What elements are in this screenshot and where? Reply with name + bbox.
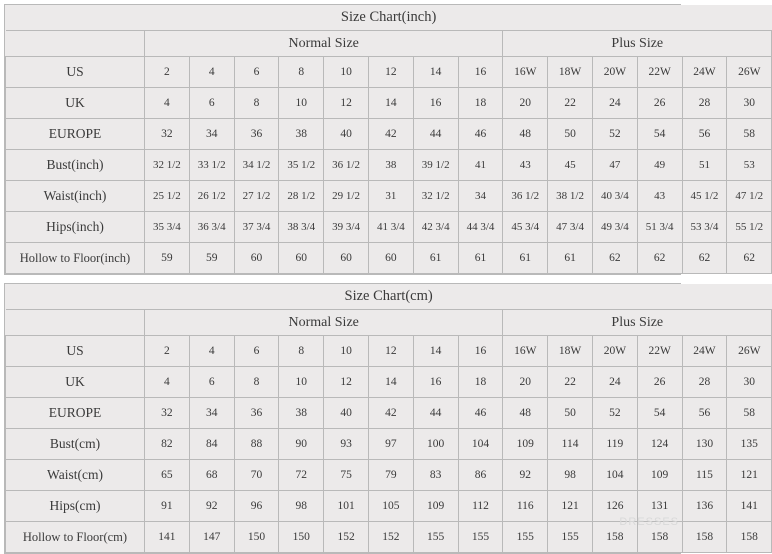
cell-value: 44 3/4 — [458, 212, 503, 243]
chart-title: Size Chart(inch) — [6, 5, 772, 31]
cell-value: 47 — [592, 150, 637, 181]
row-label-hollow-to-floor: Hollow to Floor(inch) — [6, 243, 145, 274]
cell-value: 155 — [458, 522, 503, 553]
size-chart-inch — [4, 4, 764, 275]
cell-value: 59 — [145, 243, 190, 274]
cell-value: 155 — [548, 522, 593, 553]
cell-value: 16 — [458, 336, 503, 367]
cell-value: 20 — [503, 88, 548, 119]
row-label-waist: Waist(cm) — [6, 460, 145, 491]
cell-value: 26 1/2 — [189, 181, 234, 212]
cell-value: 131 — [637, 491, 682, 522]
cell-value: 50 — [548, 398, 593, 429]
cell-value: 84 — [189, 429, 234, 460]
cell-value: 53 3/4 — [682, 212, 727, 243]
row-label-bust: Bust(inch) — [6, 150, 145, 181]
cell-value: 4 — [189, 336, 234, 367]
group-header-plus-size: Plus Size — [503, 31, 772, 57]
group-header-empty — [6, 310, 145, 336]
table-row — [6, 336, 772, 367]
cell-value: 26W — [727, 336, 772, 367]
cell-value: 41 3/4 — [368, 212, 413, 243]
cell-value: 100 — [413, 429, 458, 460]
cell-value: 109 — [413, 491, 458, 522]
cell-value: 136 — [682, 491, 727, 522]
cell-value: 10 — [324, 57, 369, 88]
cell-value: 20 — [503, 367, 548, 398]
cell-value: 56 — [682, 398, 727, 429]
cell-value: 14 — [368, 367, 413, 398]
cell-value: 158 — [727, 522, 772, 553]
cell-value: 53 — [727, 150, 772, 181]
cell-value: 48 — [503, 119, 548, 150]
cell-value: 10 — [279, 88, 324, 119]
cell-value: 141 — [145, 522, 190, 553]
cell-value: 65 — [145, 460, 190, 491]
cell-value: 26W — [727, 57, 772, 88]
cell-value: 59 — [189, 243, 234, 274]
row-label-europe: EUROPE — [6, 398, 145, 429]
row-label-us: US — [6, 57, 145, 88]
cell-value: 18 — [458, 367, 503, 398]
cell-value: 101 — [324, 491, 369, 522]
cell-value: 28 — [682, 367, 727, 398]
cell-value: 51 3/4 — [637, 212, 682, 243]
cell-value: 26 — [637, 367, 682, 398]
cell-value: 35 1/2 — [279, 150, 324, 181]
size-chart-cm — [4, 283, 761, 554]
cell-value: 8 — [279, 336, 324, 367]
cell-value: 37 3/4 — [234, 212, 279, 243]
cell-value: 20W — [592, 57, 637, 88]
cell-value: 56 — [682, 119, 727, 150]
cell-value: 158 — [592, 522, 637, 553]
cell-value: 22 — [548, 367, 593, 398]
row-label-hollow-to-floor: Hollow to Floor(cm) — [6, 522, 145, 553]
row-label-uk: UK — [6, 367, 145, 398]
size-chart-cm-table — [5, 284, 772, 553]
table-row-title — [6, 284, 772, 310]
cell-value: 24 — [592, 367, 637, 398]
cell-value: 54 — [637, 398, 682, 429]
cell-value: 8 — [279, 57, 324, 88]
cell-value: 88 — [234, 429, 279, 460]
cell-value: 34 — [189, 398, 234, 429]
cell-value: 60 — [324, 243, 369, 274]
cell-value: 6 — [189, 88, 234, 119]
cell-value: 44 — [413, 119, 458, 150]
cell-value: 32 1/2 — [413, 181, 458, 212]
cell-value: 38 — [279, 398, 324, 429]
cell-value: 16 — [413, 88, 458, 119]
cell-value: 150 — [234, 522, 279, 553]
cell-value: 96 — [234, 491, 279, 522]
cell-value: 39 3/4 — [324, 212, 369, 243]
cell-value: 32 1/2 — [145, 150, 190, 181]
cell-value: 70 — [234, 460, 279, 491]
cell-value: 98 — [548, 460, 593, 491]
cell-value: 68 — [189, 460, 234, 491]
group-header-normal-size: Normal Size — [145, 31, 503, 57]
cell-value: 50 — [548, 119, 593, 150]
cell-value: 4 — [145, 367, 190, 398]
cell-value: 28 — [682, 88, 727, 119]
cell-value: 36 1/2 — [324, 150, 369, 181]
cell-value: 33 1/2 — [189, 150, 234, 181]
cell-value: 62 — [592, 243, 637, 274]
cell-value: 147 — [189, 522, 234, 553]
cell-value: 8 — [234, 88, 279, 119]
cell-value: 27 1/2 — [234, 181, 279, 212]
cell-value: 38 — [368, 150, 413, 181]
cell-value: 40 — [324, 119, 369, 150]
table-row — [6, 367, 772, 398]
cell-value: 54 — [637, 119, 682, 150]
cell-value: 43 — [637, 181, 682, 212]
cell-value: 35 3/4 — [145, 212, 190, 243]
cell-value: 46 — [458, 398, 503, 429]
cell-value: 2 — [145, 336, 190, 367]
cell-value: 18W — [548, 336, 593, 367]
table-row — [6, 429, 772, 460]
cell-value: 92 — [189, 491, 234, 522]
cell-value: 109 — [637, 460, 682, 491]
cell-value: 43 — [503, 150, 548, 181]
table-row — [6, 57, 772, 88]
table-row — [6, 243, 772, 274]
cell-value: 30 — [727, 88, 772, 119]
group-header-normal-size: Normal Size — [145, 310, 503, 336]
cell-value: 91 — [145, 491, 190, 522]
cell-value: 45 3/4 — [503, 212, 548, 243]
cell-value: 34 1/2 — [234, 150, 279, 181]
cell-value: 82 — [145, 429, 190, 460]
cell-value: 116 — [503, 491, 548, 522]
cell-value: 14 — [413, 57, 458, 88]
cell-value: 60 — [279, 243, 324, 274]
cell-value: 86 — [458, 460, 503, 491]
cell-value: 141 — [727, 491, 772, 522]
cell-value: 45 — [548, 150, 593, 181]
cell-value: 39 1/2 — [413, 150, 458, 181]
cell-value: 104 — [458, 429, 503, 460]
cell-value: 42 3/4 — [413, 212, 458, 243]
chart-title: Size Chart(cm) — [6, 284, 772, 310]
cell-value: 28 1/2 — [279, 181, 324, 212]
row-label-hips: Hips(cm) — [6, 491, 145, 522]
cell-value: 22W — [637, 57, 682, 88]
cell-value: 121 — [548, 491, 593, 522]
size-chart-inch-table — [5, 5, 772, 274]
cell-value: 152 — [368, 522, 413, 553]
cell-value: 47 1/2 — [727, 181, 772, 212]
cell-value: 12 — [324, 367, 369, 398]
cell-value: 40 3/4 — [592, 181, 637, 212]
cell-value: 124 — [637, 429, 682, 460]
cell-value: 62 — [682, 243, 727, 274]
cell-value: 105 — [368, 491, 413, 522]
cell-value: 41 — [458, 150, 503, 181]
cell-value: 58 — [727, 119, 772, 150]
cell-value: 61 — [548, 243, 593, 274]
cell-value: 36 3/4 — [189, 212, 234, 243]
cell-value: 93 — [324, 429, 369, 460]
row-label-us: US — [6, 336, 145, 367]
group-header-plus-size: Plus Size — [503, 310, 772, 336]
cell-value: 36 — [234, 119, 279, 150]
cell-value: 2 — [145, 57, 190, 88]
cell-value: 112 — [458, 491, 503, 522]
cell-value: 12 — [324, 88, 369, 119]
cell-value: 135 — [727, 429, 772, 460]
cell-value: 61 — [458, 243, 503, 274]
cell-value: 126 — [592, 491, 637, 522]
table-row-groups — [6, 310, 772, 336]
cell-value: 158 — [637, 522, 682, 553]
cell-value: 47 3/4 — [548, 212, 593, 243]
cell-value: 6 — [189, 367, 234, 398]
cell-value: 55 1/2 — [727, 212, 772, 243]
cell-value: 92 — [503, 460, 548, 491]
cell-value: 45 1/2 — [682, 181, 727, 212]
cell-value: 6 — [234, 336, 279, 367]
cell-value: 109 — [503, 429, 548, 460]
cell-value: 24W — [682, 57, 727, 88]
cell-value: 32 — [145, 398, 190, 429]
cell-value: 36 — [234, 398, 279, 429]
group-header-empty — [6, 31, 145, 57]
cell-value: 16 — [413, 367, 458, 398]
cell-value: 83 — [413, 460, 458, 491]
cell-value: 51 — [682, 150, 727, 181]
cell-value: 14 — [413, 336, 458, 367]
row-label-europe: EUROPE — [6, 119, 145, 150]
cell-value: 22W — [637, 336, 682, 367]
watermark-text: DRESSES — [619, 516, 679, 528]
cell-value: 114 — [548, 429, 593, 460]
cell-value: 52 — [592, 398, 637, 429]
cell-value: 34 — [189, 119, 234, 150]
cell-value: 26 — [637, 88, 682, 119]
cell-value: 150 — [279, 522, 324, 553]
cell-value: 98 — [279, 491, 324, 522]
cell-value: 115 — [682, 460, 727, 491]
row-label-bust: Bust(cm) — [6, 429, 145, 460]
cell-value: 24W — [682, 336, 727, 367]
cell-value: 48 — [503, 398, 548, 429]
cell-value: 18 — [458, 88, 503, 119]
cell-value: 130 — [682, 429, 727, 460]
cell-value: 12 — [368, 336, 413, 367]
cell-value: 79 — [368, 460, 413, 491]
cell-value: 72 — [279, 460, 324, 491]
cell-value: 62 — [727, 243, 772, 274]
cell-value: 75 — [324, 460, 369, 491]
cell-value: 38 3/4 — [279, 212, 324, 243]
cell-value: 152 — [324, 522, 369, 553]
cell-value: 61 — [503, 243, 548, 274]
cell-value: 32 — [145, 119, 190, 150]
cell-value: 29 1/2 — [324, 181, 369, 212]
cell-value: 60 — [368, 243, 413, 274]
table-row — [6, 119, 772, 150]
cell-value: 60 — [234, 243, 279, 274]
cell-value: 40 — [324, 398, 369, 429]
cell-value: 16W — [503, 336, 548, 367]
cell-value: 97 — [368, 429, 413, 460]
cell-value: 6 — [234, 57, 279, 88]
cell-value: 155 — [503, 522, 548, 553]
cell-value: 24 — [592, 88, 637, 119]
cell-value: 104 — [592, 460, 637, 491]
table-row — [6, 88, 772, 119]
table-row — [6, 181, 772, 212]
cell-value: 44 — [413, 398, 458, 429]
table-row — [6, 460, 772, 491]
table-row — [6, 150, 772, 181]
cell-value: 4 — [189, 57, 234, 88]
cell-value: 12 — [368, 57, 413, 88]
cell-value: 8 — [234, 367, 279, 398]
table-row-groups — [6, 31, 772, 57]
cell-value: 4 — [145, 88, 190, 119]
row-label-waist: Waist(inch) — [6, 181, 145, 212]
cell-value: 18W — [548, 57, 593, 88]
table-row — [6, 212, 772, 243]
cell-value: 34 — [458, 181, 503, 212]
cell-value: 58 — [727, 398, 772, 429]
table-row — [6, 398, 772, 429]
cell-value: 30 — [727, 367, 772, 398]
cell-value: 46 — [458, 119, 503, 150]
cell-value: 16 — [458, 57, 503, 88]
cell-value: 38 1/2 — [548, 181, 593, 212]
cell-value: 155 — [413, 522, 458, 553]
cell-value: 16W — [503, 57, 548, 88]
row-label-uk: UK — [6, 88, 145, 119]
cell-value: 121 — [727, 460, 772, 491]
cell-value: 14 — [368, 88, 413, 119]
cell-value: 158 — [682, 522, 727, 553]
table-row-title — [6, 5, 772, 31]
cell-value: 49 3/4 — [592, 212, 637, 243]
cell-value: 49 — [637, 150, 682, 181]
cell-value: 10 — [324, 336, 369, 367]
cell-value: 22 — [548, 88, 593, 119]
cell-value: 20W — [592, 336, 637, 367]
cell-value: 52 — [592, 119, 637, 150]
cell-value: 90 — [279, 429, 324, 460]
cell-value: 10 — [279, 367, 324, 398]
cell-value: 61 — [413, 243, 458, 274]
cell-value: 38 — [279, 119, 324, 150]
row-label-hips: Hips(inch) — [6, 212, 145, 243]
cell-value: 42 — [368, 119, 413, 150]
cell-value: 36 1/2 — [503, 181, 548, 212]
cell-value: 62 — [637, 243, 682, 274]
cell-value: 31 — [368, 181, 413, 212]
cell-value: 42 — [368, 398, 413, 429]
cell-value: 119 — [592, 429, 637, 460]
cell-value: 25 1/2 — [145, 181, 190, 212]
